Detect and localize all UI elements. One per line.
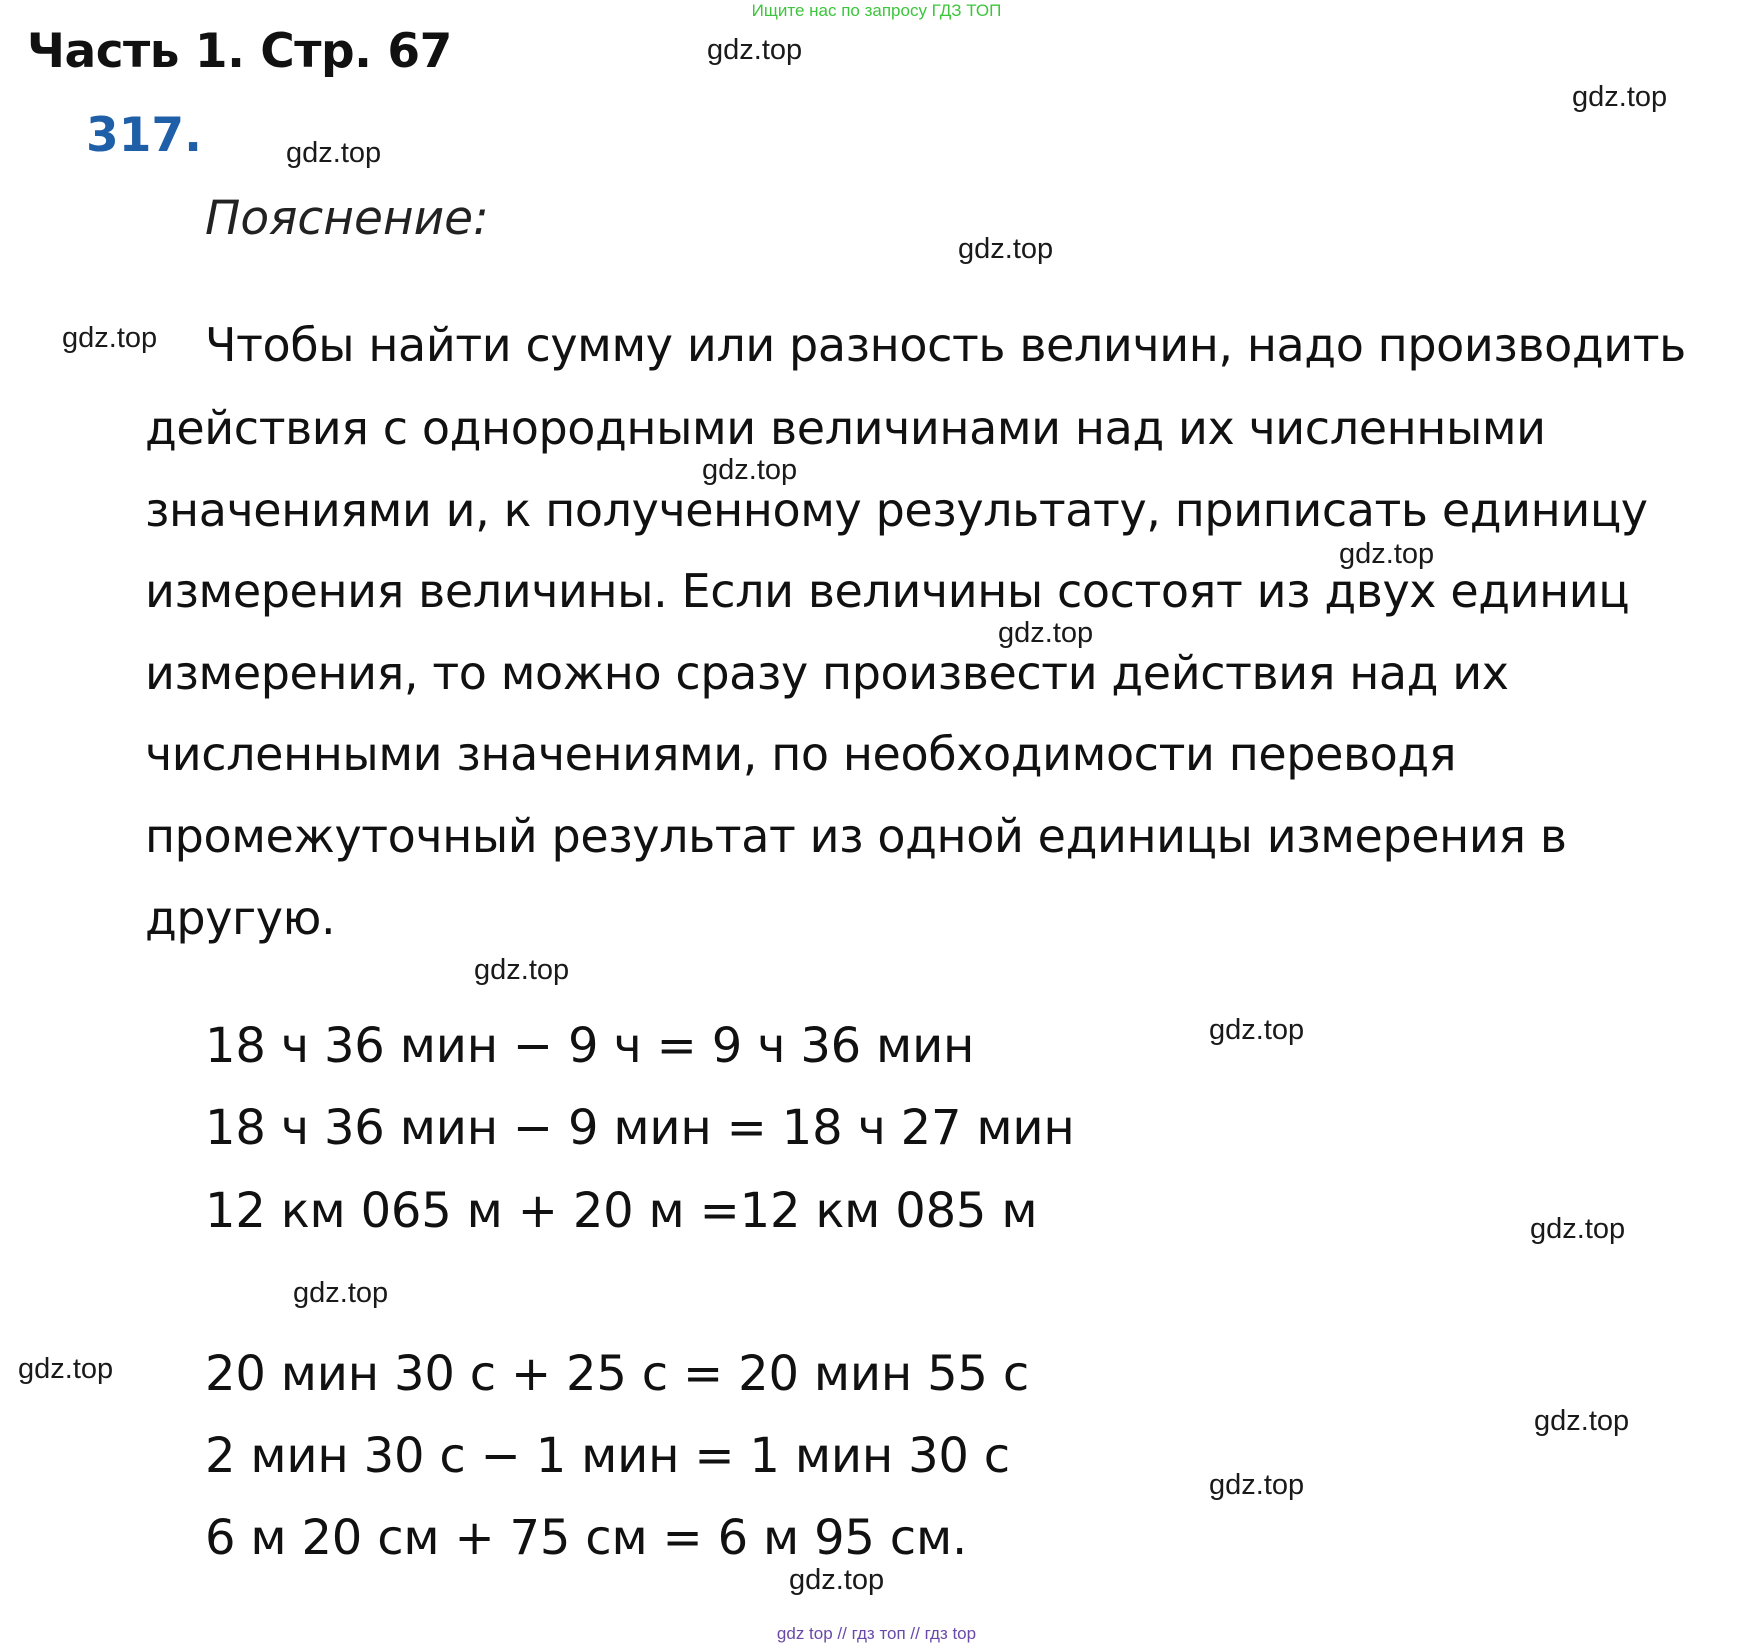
paragraph-line: значениями и, к полученному результату, приписать единицу bbox=[145, 483, 1648, 537]
watermark: gdz.top bbox=[474, 954, 570, 986]
watermark: gdz.top bbox=[789, 1564, 885, 1596]
watermark: gdz.top bbox=[707, 34, 803, 66]
equation-line: 18 ч 36 мин − 9 мин = 18 ч 27 мин bbox=[205, 1100, 1075, 1156]
watermark: gdz.top bbox=[1530, 1213, 1626, 1245]
watermark: gdz.top bbox=[1209, 1469, 1305, 1501]
watermark: gdz.top bbox=[18, 1353, 114, 1385]
watermark: gdz.top bbox=[998, 617, 1094, 649]
explanation-heading: Пояснение: bbox=[205, 191, 489, 246]
task-number: 317. bbox=[86, 108, 202, 163]
watermark: gdz.top bbox=[1534, 1405, 1630, 1437]
paragraph-line: действия с однородными величинами над их численными bbox=[145, 401, 1546, 455]
page-title: Часть 1. Стр. 67 bbox=[27, 24, 452, 79]
paragraph-line: измерения величины. Если величины состоят из двух единиц bbox=[145, 564, 1630, 618]
watermark: gdz.top bbox=[1339, 538, 1435, 570]
watermark: gdz.top bbox=[1209, 1014, 1305, 1046]
equation-line: 12 км 065 м + 20 м =12 км 085 м bbox=[205, 1183, 1038, 1239]
equation-line: 2 мин 30 с − 1 мин = 1 мин 30 с bbox=[205, 1428, 1010, 1484]
watermark: gdz.top bbox=[293, 1277, 389, 1309]
watermark: gdz.top bbox=[1572, 81, 1668, 113]
paragraph-line: измерения, то можно сразу произвести действия над их bbox=[145, 646, 1509, 700]
paragraph-line: Чтобы найти сумму или разность величин, надо производить bbox=[205, 318, 1686, 372]
equation-line: 20 мин 30 с + 25 с = 20 мин 55 с bbox=[205, 1346, 1030, 1402]
watermark: gdz.top bbox=[702, 454, 798, 486]
footer-text: gdz top // гдз топ // гдз top bbox=[776, 1624, 977, 1643]
watermark: gdz.top bbox=[958, 233, 1054, 265]
paragraph-line: численными значениями, по необходимости переводя bbox=[145, 727, 1457, 781]
watermark: gdz.top bbox=[62, 322, 158, 354]
search-banner: Ищите нас по запросу ГДЗ ТОП bbox=[751, 1, 1002, 20]
equation-line: 6 м 20 см + 75 см = 6 м 95 см. bbox=[205, 1510, 968, 1566]
watermark: gdz.top bbox=[286, 137, 382, 169]
paragraph-line: другую. bbox=[145, 891, 336, 945]
equation-line: 18 ч 36 мин − 9 ч = 9 ч 36 мин bbox=[205, 1018, 975, 1074]
paragraph-line: промежуточный результат из одной единицы измерения в bbox=[145, 809, 1567, 863]
